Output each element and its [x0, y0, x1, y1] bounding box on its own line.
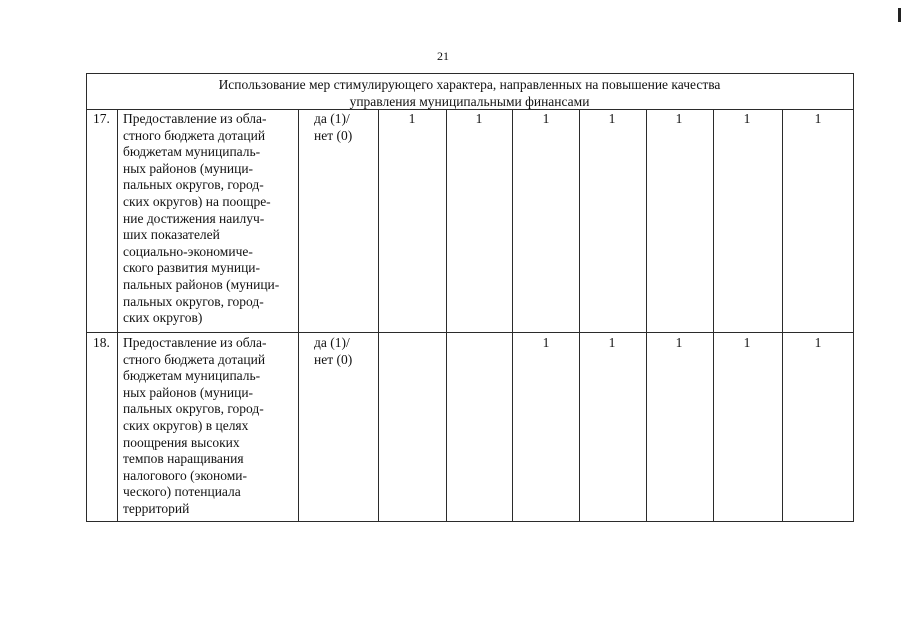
column-separator — [378, 109, 379, 522]
value-cell: 1 — [542, 111, 550, 126]
indicator-description: Предоставление из обла- стного бюджета дотаций бюджетам муниципаль- ных районов (муници- пальных округов, город- ских округов) в целях поощрения высоких темпов наращивания налогового (экономи- ческого) потенциала территорий — [123, 335, 267, 516]
table-bottom-border — [86, 521, 854, 522]
value-cell: 1 — [743, 335, 751, 350]
unit-cell: да (1)/ нет (0) — [314, 111, 353, 143]
value-cell: 1 — [814, 111, 822, 126]
value-cell: 1 — [675, 111, 683, 126]
column-separator — [117, 109, 118, 522]
row-number: 17. — [93, 111, 110, 126]
table-left-border — [86, 73, 87, 522]
value-cell: 1 — [608, 335, 616, 350]
value-cell: 1 — [814, 335, 822, 350]
table-top-border — [86, 73, 854, 74]
row-17-bottom-border — [86, 332, 854, 333]
column-separator — [512, 109, 513, 522]
indicator-description: Предоставление из обла- стного бюджета дотаций бюджетам муниципаль- ных районов (муници- пальных округов, город- ских округов) на поощре- ние достижения наилуч- ших показателей социально-экономиче- ского развития муници- пальных районов (муници- пальных округов, город- ских округов) — [123, 111, 280, 326]
value-cell: 1 — [475, 111, 483, 126]
value-cell: 1 — [743, 111, 751, 126]
column-separator — [446, 109, 447, 522]
page-number: 21 — [437, 49, 449, 63]
section-header-line: управления муниципальными финансами — [349, 93, 590, 109]
value-cell: 1 — [408, 111, 416, 126]
row-number: 18. — [93, 335, 110, 350]
value-cell: 1 — [675, 335, 683, 350]
value-cell: 1 — [542, 335, 550, 350]
table-right-border — [853, 73, 854, 522]
column-separator — [646, 109, 647, 522]
unit-cell: да (1)/ нет (0) — [314, 335, 353, 367]
value-cell: 1 — [608, 111, 616, 126]
column-separator — [782, 109, 783, 522]
column-separator — [579, 109, 580, 522]
section-header — [86, 77, 853, 110]
section-header-line: Использование мер стимулирующего характера, направленных на повышение качества — [218, 77, 721, 92]
column-separator — [713, 109, 714, 522]
